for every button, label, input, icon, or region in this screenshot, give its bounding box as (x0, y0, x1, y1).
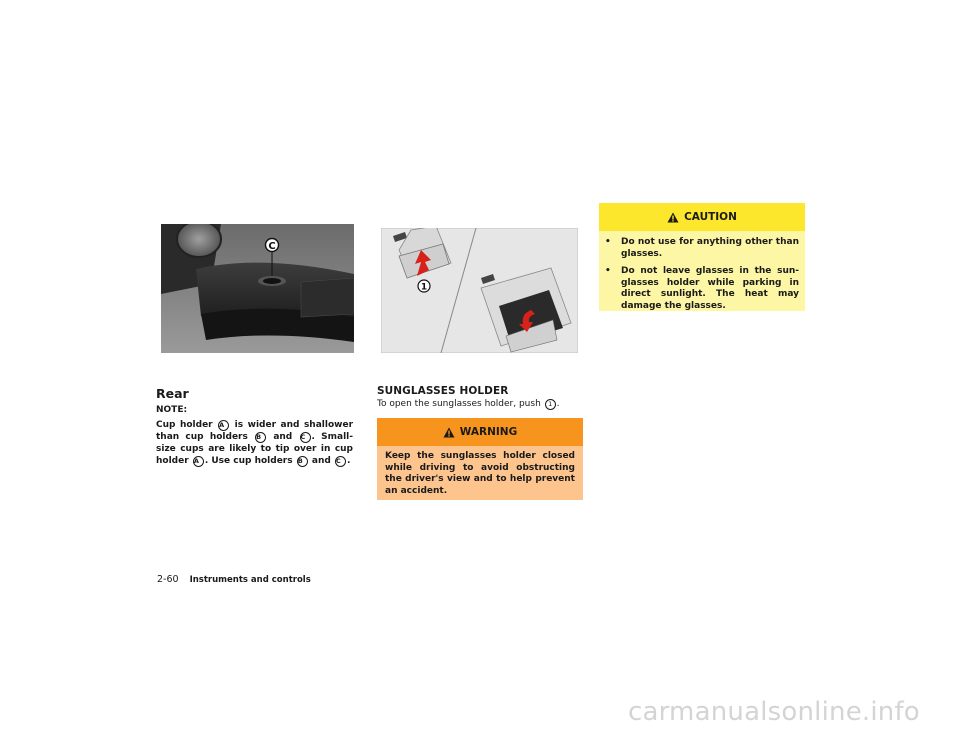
section-title: Instruments and controls (189, 575, 311, 585)
caution-title: CAUTION (684, 211, 737, 223)
note-text: Cup holder (156, 420, 213, 430)
callout-c: C (335, 456, 346, 467)
warning-title: WARNING (459, 426, 518, 438)
callout-a: A (193, 456, 204, 467)
warning-triangle-icon (443, 427, 455, 438)
sunglasses-holder-heading: SUNGLASSES HOLDER (377, 385, 509, 397)
callout-a: A (218, 420, 229, 431)
instruction-text: . (556, 399, 560, 409)
warning-header (377, 418, 583, 446)
note-text: . Use cup holders (204, 456, 293, 466)
caution-item-text: Do not use for anything other than glasses. (621, 237, 799, 259)
figure-callout-c: C (268, 241, 276, 252)
caution-list (605, 237, 799, 318)
note-text: and (273, 432, 293, 442)
page-footer (157, 574, 311, 585)
callout-c: C (300, 432, 311, 443)
warning-text: Keep the sunglasses holder closed while driving to avoid obstructing the driver's view and to help prevent an accident. (385, 451, 575, 496)
note-text: . (346, 456, 351, 466)
caution-item-text: Do not leave glasses in the sun-glasses holder while parking in direct sunlight. The heat may damage the glasses. (621, 266, 799, 311)
bullet: • (605, 237, 611, 247)
caution-box (599, 203, 805, 311)
watermark[interactable]: carmanualsonline.info (628, 697, 920, 727)
page-number: 2-60 (157, 574, 179, 585)
bullet: • (605, 266, 611, 276)
caution-triangle-icon (667, 212, 679, 223)
sunglasses-holder-figure (381, 228, 578, 353)
warning-box (377, 418, 583, 500)
callout-b: B (297, 456, 308, 467)
rear-cup-holder-figure (161, 224, 354, 353)
note-body (156, 419, 353, 467)
caution-header (599, 203, 805, 231)
rear-heading: Rear (156, 386, 189, 401)
caution-item (605, 266, 799, 312)
callout-b: B (255, 432, 266, 443)
note-text: is wider and shallower than cup holders (156, 420, 354, 442)
note-text: . Small-size cups are likely to tip over in cup holder (156, 432, 353, 466)
sunglasses-holder-instruction (377, 399, 560, 410)
instruction-text: To open the sunglasses holder, push (377, 399, 541, 409)
callout-1: 1 (545, 399, 556, 410)
note-text: and (311, 456, 331, 466)
figure-callout-1: 1 (420, 282, 428, 293)
note-label: NOTE: (156, 405, 188, 415)
caution-item (605, 237, 799, 260)
